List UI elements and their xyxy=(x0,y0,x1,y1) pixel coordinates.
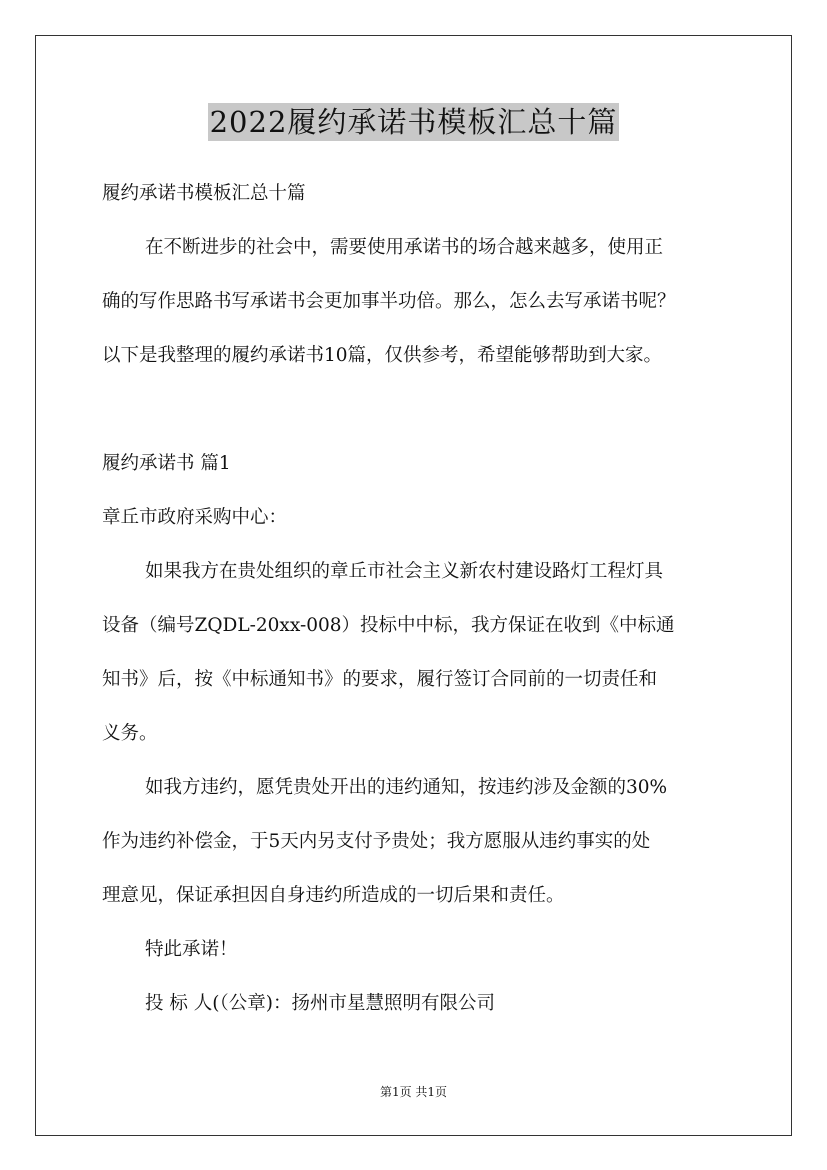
body-line-3: 知书》后，按《中标通知书》的要求，履行签订合同前的一切责任和 xyxy=(102,669,658,690)
closing-line: 特此承诺！ xyxy=(145,939,238,960)
subtitle-line: 履约承诺书模板汇总十篇 xyxy=(102,183,306,204)
intro-line-1: 在不断进步的社会中，需要使用承诺书的场合越来越多，使用正 xyxy=(145,237,664,258)
title-container xyxy=(0,103,827,141)
section-heading: 履约承诺书 篇1 xyxy=(102,453,231,474)
document-title: 2022履约承诺书模板汇总十篇 xyxy=(209,105,618,139)
page-footer: 第1页 共1页 xyxy=(379,1085,448,1099)
intro-line-3: 以下是我整理的履约承诺书10篇，仅供参考，希望能够帮助到大家。 xyxy=(102,345,663,366)
body-line-1: 如果我方在贵处组织的章丘市社会主义新农村建设路灯工程灯具 xyxy=(145,561,664,582)
body-line-6: 作为违约补偿金，于5天内另支付予贵处；我方愿服从违约事实的处 xyxy=(102,831,651,852)
body-line-7: 理意见，保证承担因自身违约所造成的一切后果和责任。 xyxy=(102,885,565,906)
body-line-4: 义务。 xyxy=(102,723,158,744)
intro-line-2: 确的写作思路书写承诺书会更加事半功倍。那么，怎么去写承诺书呢？ xyxy=(102,291,676,312)
addressee: 章丘市政府采购中心： xyxy=(102,507,288,528)
body-line-2: 设备（编号ZQDL-20xx-008）投标中中标，我方保证在收到《中标通 xyxy=(102,615,675,636)
signature-line: 投 标 人(（公章)：扬州市星慧照明有限公司 xyxy=(145,993,495,1014)
body-line-5: 如我方违约，愿凭贵处开出的违约通知，按违约涉及金额的30% xyxy=(145,777,668,798)
